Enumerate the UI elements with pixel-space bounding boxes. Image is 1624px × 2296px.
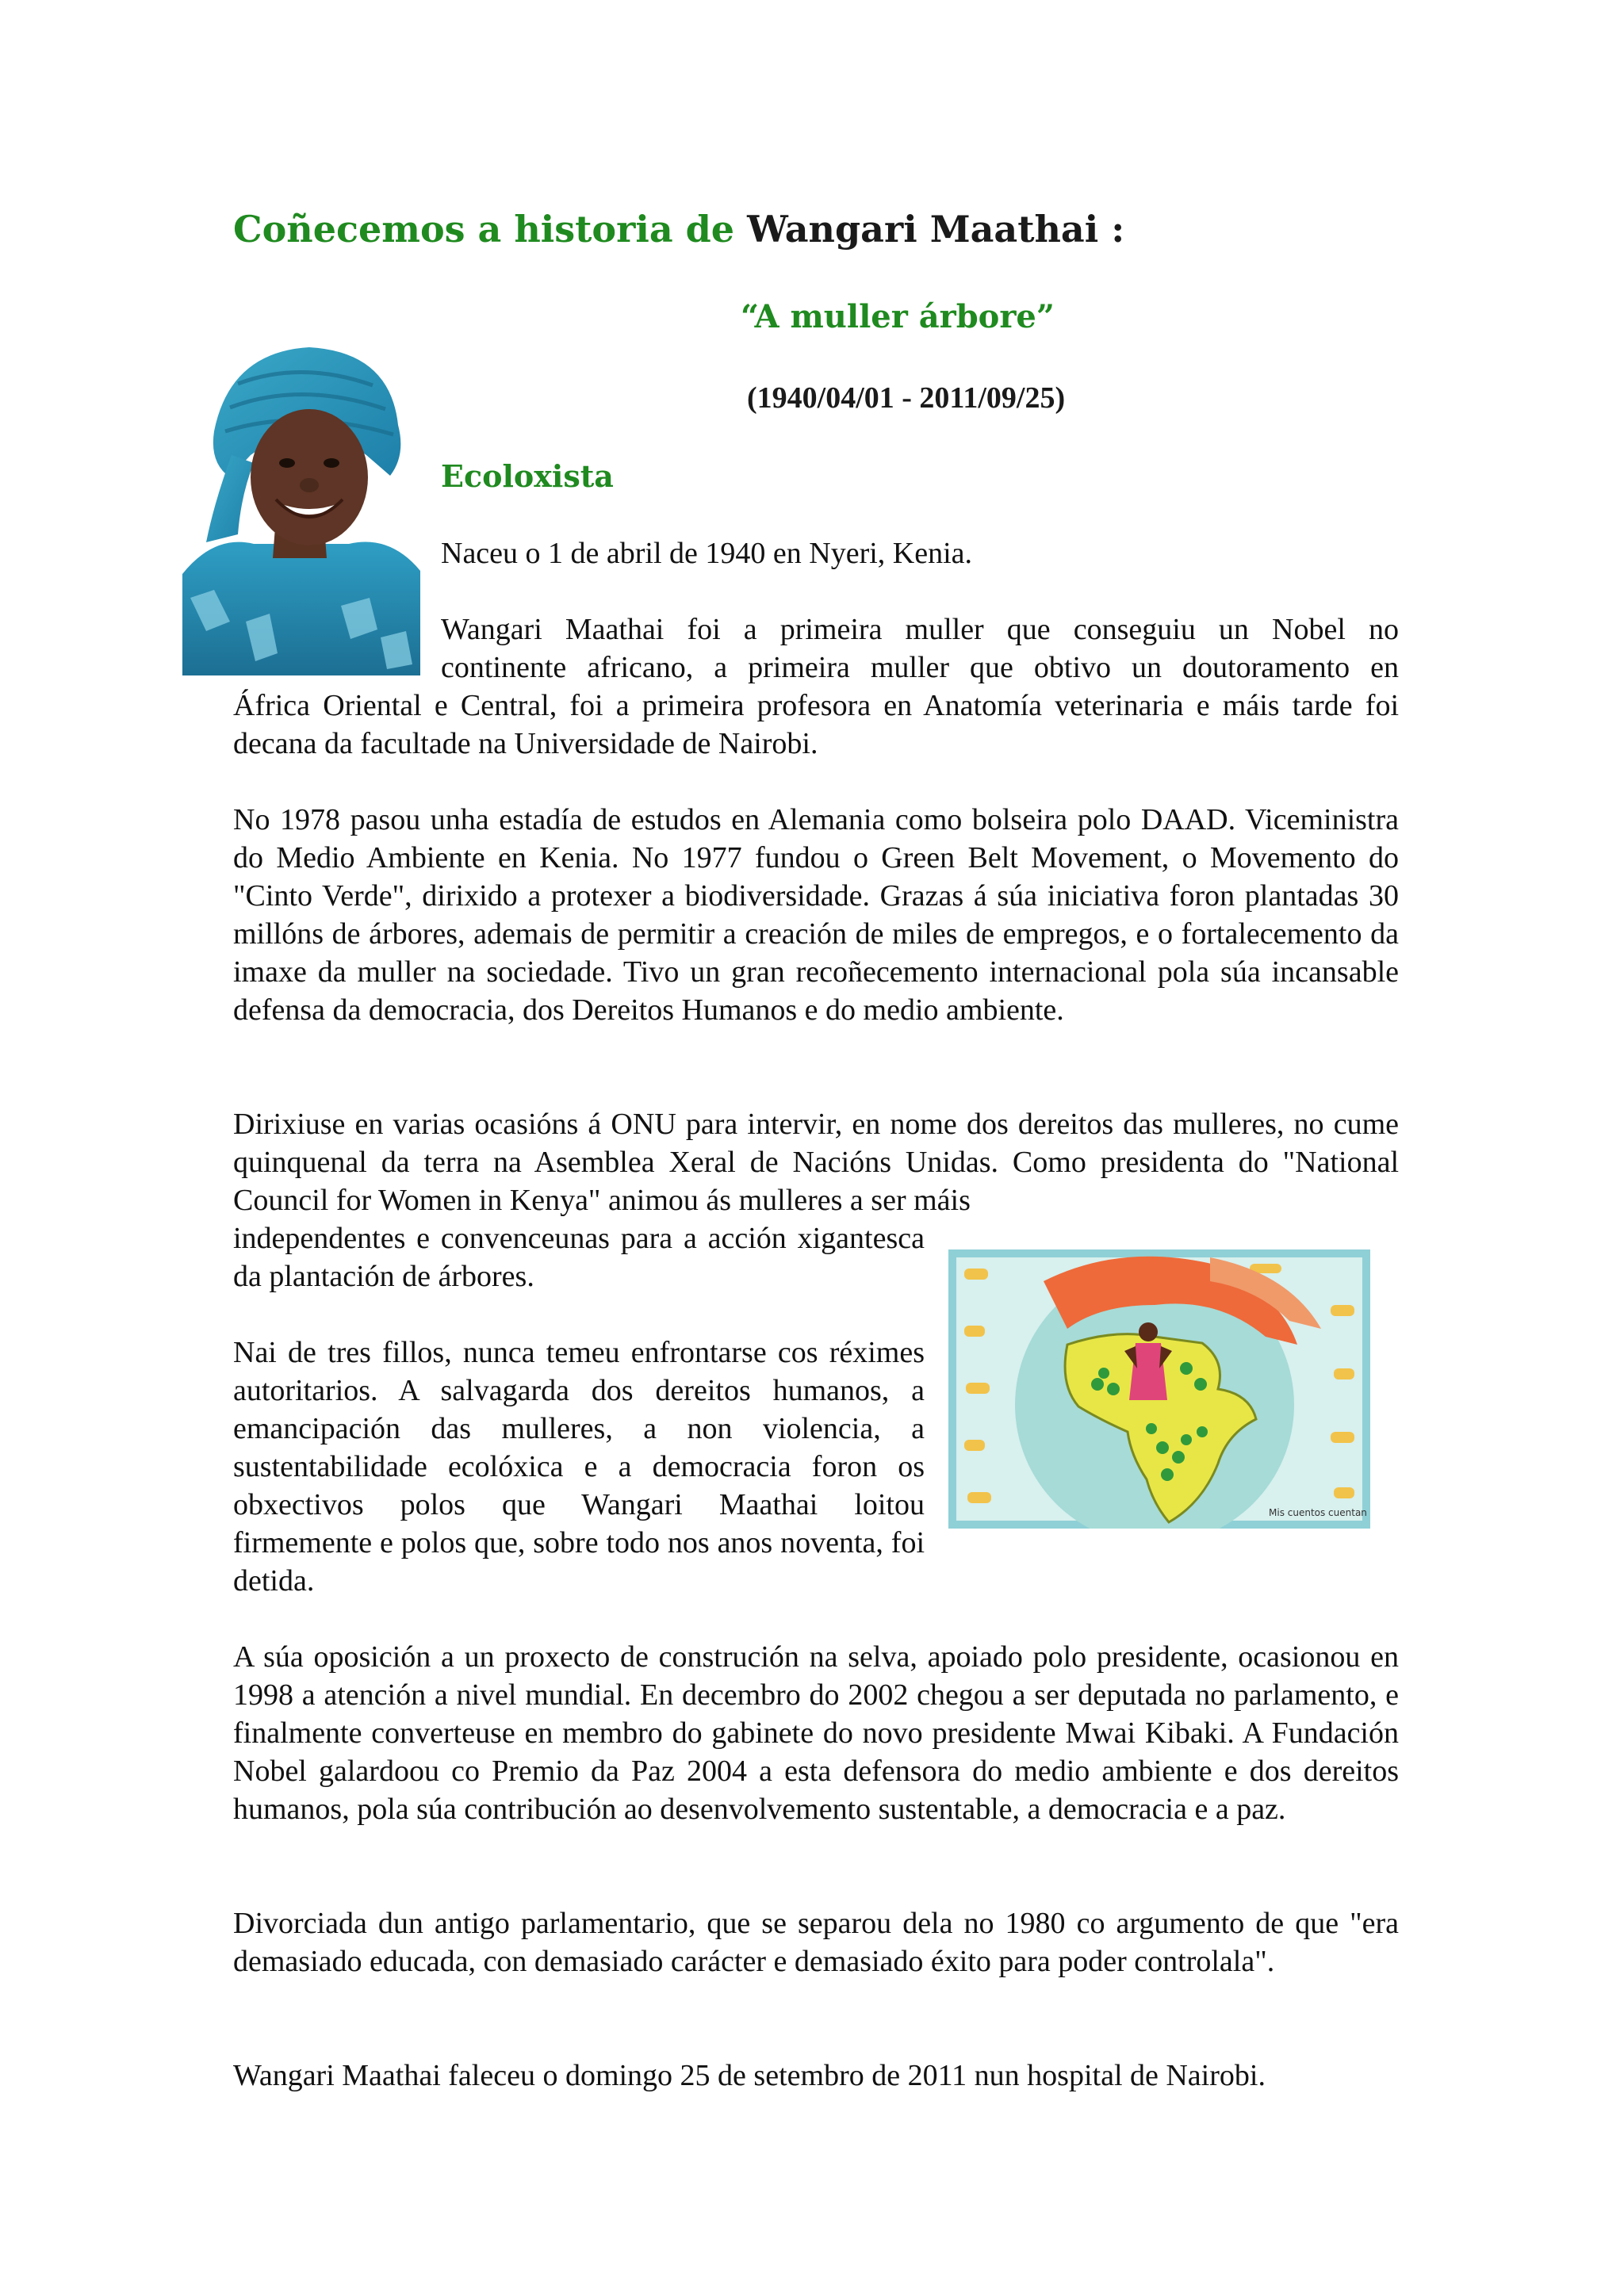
life-dates: (1940/04/01 - 2011/09/25) — [747, 381, 1066, 415]
paragraph-1-line-1: Wangari Maathai foi a primeira muller que conseguiu un Nobel no — [441, 613, 1399, 646]
africa-caption: Mis cuentos cuentan — [1269, 1507, 1367, 1518]
paragraph-7: Wangari Maathai faleceu o domingo 25 de setembro de 2011 nun hospital de Nairobi. — [233, 2059, 1266, 2092]
paragraph-1-line-2: continente africano, a primeira muller que obtivo un doutoramento en — [441, 651, 1399, 684]
paragraph-1-rest: África Oriental e Central, foi a primeira profesora en Anatomía veterinaria e máis tarde foi decana da facultade na Universidade de Nairobi. — [233, 689, 1399, 760]
page-title — [233, 208, 1124, 251]
profession-label: Ecoloxista — [441, 458, 614, 494]
paragraph-5: A súa oposición a un proxecto de construción na selva, apoiado polo presidente, ocasionou en 1998 a atención a nivel mundial. En decembro do 2002 chegou a ser deputada no parlamento, e finalmente converteuse en membro do gabinete do novo presidente Mwai Kibaki. A Fundación Nobel galardoou co Premio da Paz 2004 a esta defensora do medio ambiente e dos dereitos humanos, pola súa contribución ao desenvolvemento sustentable, a democracia e a paz. — [233, 1640, 1399, 1826]
portrait-photo — [182, 336, 420, 675]
paragraph-4: Nai de tres fillos, nunca temeu enfrontarse cos réximes autoritarios. A salvagarda dos dereitos humanos, a emancipación das mulleres, a non violencia, a sustentabilidade ecolóxica e a democracia foron os obxectivos polos que Wangari Maathai loitou firmemente e polos que, sobre todo nos anos noventa, foi detida. — [233, 1336, 925, 1598]
paragraph-6: Divorciada dun antigo parlamentario, que se separou dela no 1980 co argumento de que "era demasiado educada, con demasiado carácter e demasiado éxito para poder controlala". — [233, 1907, 1399, 1978]
africa-drawing — [948, 1249, 1370, 1529]
subtitle: “A muller árbore” — [741, 298, 1055, 335]
title-intro: Coñecemos a historia de — [233, 208, 748, 251]
title-name: Wangari Maathai : — [747, 208, 1125, 251]
paragraph-3-top: Dirixiuse en varias ocasións á ONU para intervir, en nome dos dereitos das mulleres, no cume quinquenal da terra na Asemblea Xeral de Nacións Unidas. Como presidenta do "National Council for Women in Kenya" animou ás mulleres a ser máis — [233, 1108, 1399, 1217]
paragraph-2: No 1978 pasou unha estadía de estudos en Alemania como bolseira polo DAAD. Viceministra do Medio Ambiente en Kenia. No 1977 fundou o Green Belt Movement, o Movemento do "Cinto Verde", dirixido a protexer a biodiversidade. Grazas á súa iniciativa foron plantadas 30 millóns de árbores, ademais de permitir a creación de miles de empregos, e o fortalecemento da imaxe da muller na sociedade. Tivo un gran recoñecemento internacional pola súa incansable defensa da democracia, dos Dereitos Humanos e do medio ambiente. — [233, 803, 1399, 1027]
paragraph-3-bottom: independentes e convenceunas para a acción xigantesca da plantación de árbores. — [233, 1222, 925, 1293]
born-line: Naceu o 1 de abril de 1940 en Nyeri, Kenia. — [441, 537, 973, 570]
